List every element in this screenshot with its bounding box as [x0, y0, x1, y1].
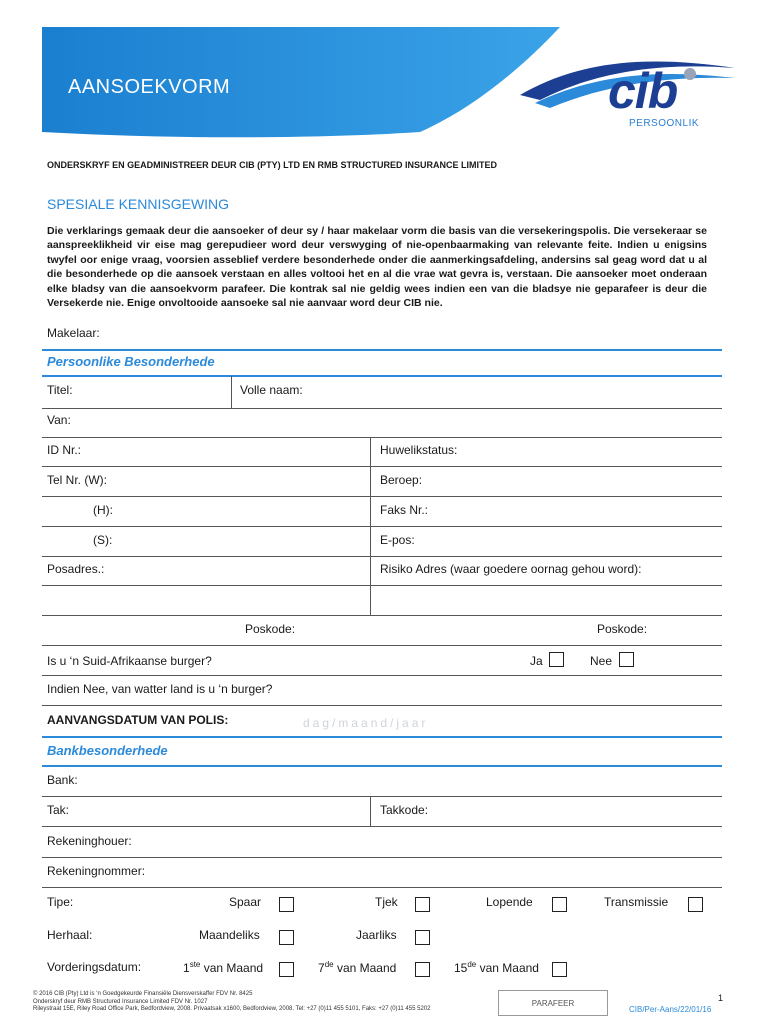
- citizen-no-checkbox[interactable]: [619, 652, 634, 667]
- notice-title: SPESIALE KENNISGEWING: [47, 196, 230, 212]
- logo-subtitle: PERSOONLIK: [629, 118, 700, 129]
- debit-1st-label: 1ste van Maand: [183, 960, 264, 975]
- savings-checkbox[interactable]: [279, 897, 294, 912]
- policy-start-label: AANVANGSDATUM VAN POLIS:: [47, 713, 229, 727]
- notice-body: Die verklarings gemaak deur die aansoeker of deur sy / haar makelaar vorm die basis van die versekeringspolis. Die versekeraar se aanspreeklikheid vir eise mag gerepudieer word deur verswyging of nie-openbaarmaking van relevante feite. Indien u enigsins twyfel oor enige vraag, voorsien asseblief verdere besonderhede onder die aanmerkingsafdeling, andersins sal geag word dat u al die besonderhede op die aansoek verstaan en alles voltooi het en al die vrae wat gevra is, verstaan. Die aansoeker moet onderaan elke bladsy van die aansoekvorm parafeer. Die kontrak sal nie geldig wees indien een van die bladsye nie geparafeer is deur die Versekerde nie. Enige onvoltooide aansoeke sal nie aanvaar word deur CIB nie.: [47, 225, 707, 310]
- debit-15th-label: 15de van Maand: [454, 960, 539, 975]
- transmission-label: Transmissie: [604, 895, 669, 909]
- citizen-question: Is u ‘n Suid-Afrikaanse burger?: [47, 654, 212, 668]
- initial-box[interactable]: PARAFEER: [498, 990, 608, 1016]
- citizenship-country-field[interactable]: Indien Nee, van watter land is u ‘n burger?: [47, 682, 273, 696]
- divider: [42, 887, 722, 888]
- footer-line: © 2016 CIB (Pty) Ltd is ‘n Goedgekeurde Finansiële Diensverskaffer FDV Nr. 8425: [33, 991, 253, 997]
- repeat-label: Herhaal:: [47, 928, 93, 942]
- divider: [42, 705, 722, 706]
- tel-work-field[interactable]: Tel Nr. (W):: [47, 473, 107, 487]
- account-type-label: Tipe:: [47, 895, 74, 909]
- debit-15th-checkbox[interactable]: [552, 962, 567, 977]
- account-number-field[interactable]: Rekeningnommer:: [47, 864, 146, 878]
- divider: [42, 496, 722, 497]
- fax-field[interactable]: Faks Nr.:: [380, 503, 429, 517]
- bank-field[interactable]: Bank:: [47, 773, 78, 787]
- monthly-label: Maandeliks: [199, 928, 260, 942]
- bank-section-title: Bankbesonderhede: [47, 743, 168, 758]
- divider: [42, 437, 722, 438]
- divider: [42, 526, 722, 527]
- divider: [42, 736, 722, 738]
- cheque-checkbox[interactable]: [415, 897, 430, 912]
- footer-legal: [33, 991, 430, 1014]
- divider: [42, 857, 722, 858]
- divider: [42, 585, 722, 586]
- branch-code-field[interactable]: Takkode:: [380, 803, 429, 817]
- savings-label: Spaar: [229, 895, 262, 909]
- debit-7th-label: 7de van Maand: [318, 960, 397, 975]
- title-field[interactable]: Titel:: [47, 383, 73, 397]
- fullname-field[interactable]: Volle naam:: [240, 383, 303, 397]
- divider: [231, 376, 232, 408]
- divider: [42, 466, 722, 467]
- divider: [42, 765, 722, 767]
- divider: [42, 408, 722, 409]
- current-label: Lopende: [486, 895, 533, 909]
- policy-start-date-field[interactable]: dag/maand/jaar: [303, 716, 429, 730]
- cib-logo: cib: [608, 63, 678, 119]
- transmission-checkbox[interactable]: [688, 897, 703, 912]
- divider: [42, 375, 722, 377]
- marital-status-field[interactable]: Huwelikstatus:: [380, 443, 458, 457]
- yearly-label: Jaarliks: [356, 928, 397, 942]
- divider: [42, 796, 722, 797]
- occupation-field[interactable]: Beroep:: [380, 473, 423, 487]
- monthly-checkbox[interactable]: [279, 930, 294, 945]
- email-field[interactable]: E-pos:: [380, 533, 415, 547]
- debit-date-label: Vorderingsdatum:: [47, 960, 142, 974]
- risk-address-field[interactable]: Risiko Adres (waar goedere oornag gehou word):: [380, 562, 642, 576]
- tel-home-field[interactable]: (H):: [93, 503, 113, 517]
- no-label: Nee: [590, 654, 613, 668]
- divider: [42, 675, 722, 676]
- yes-label: Ja: [530, 654, 543, 668]
- document-reference: CIB/Per-Aans/22/01/16: [629, 1005, 712, 1014]
- page-number: 1: [718, 993, 724, 1003]
- footer-line: Onderskryf deur RMB Structured Insurance Limited FDV Nr. 1027: [33, 998, 208, 1005]
- divider: [42, 615, 722, 616]
- risk-postal-code-field[interactable]: Poskode:: [597, 622, 648, 636]
- postal-address-field[interactable]: Posadres.:: [47, 562, 105, 576]
- account-holder-field[interactable]: Rekeninghouer:: [47, 834, 132, 848]
- debit-7th-checkbox[interactable]: [415, 962, 430, 977]
- divider: [42, 349, 722, 351]
- cheque-label: Tjek: [375, 895, 398, 909]
- footer-line: Rileystraat 15E, Riley Road Office Park, Bedfordview, 2008. Privaatsak x1600, Bedfordview, 2008. Tel: +27 (0)11 455 5101, Faks: +27 (0)11 455 5202: [33, 1006, 431, 1012]
- id-number-field[interactable]: ID Nr.:: [47, 443, 82, 457]
- divider: [42, 556, 722, 557]
- yearly-checkbox[interactable]: [415, 930, 430, 945]
- divider: [370, 796, 371, 826]
- tel-cell-field[interactable]: (S):: [93, 533, 113, 547]
- broker-label: Makelaar:: [47, 326, 100, 340]
- surname-field[interactable]: Van:: [47, 413, 71, 427]
- current-checkbox[interactable]: [552, 897, 567, 912]
- underwriter-statement: ONDERSKRYF EN GEADMINISTREER DEUR CIB (PTY) LTD EN RMB STRUCTURED INSURANCE LIMITED: [47, 160, 498, 170]
- debit-1st-checkbox[interactable]: [279, 962, 294, 977]
- divider: [42, 645, 722, 646]
- divider: [42, 826, 722, 827]
- citizen-yes-checkbox[interactable]: [549, 652, 564, 667]
- personal-section-title: Persoonlike Besonderhede: [47, 354, 215, 369]
- branch-field[interactable]: Tak:: [47, 803, 70, 817]
- postal-code-field[interactable]: Poskode:: [245, 622, 296, 636]
- form-title: AANSOEKVORM: [68, 76, 231, 98]
